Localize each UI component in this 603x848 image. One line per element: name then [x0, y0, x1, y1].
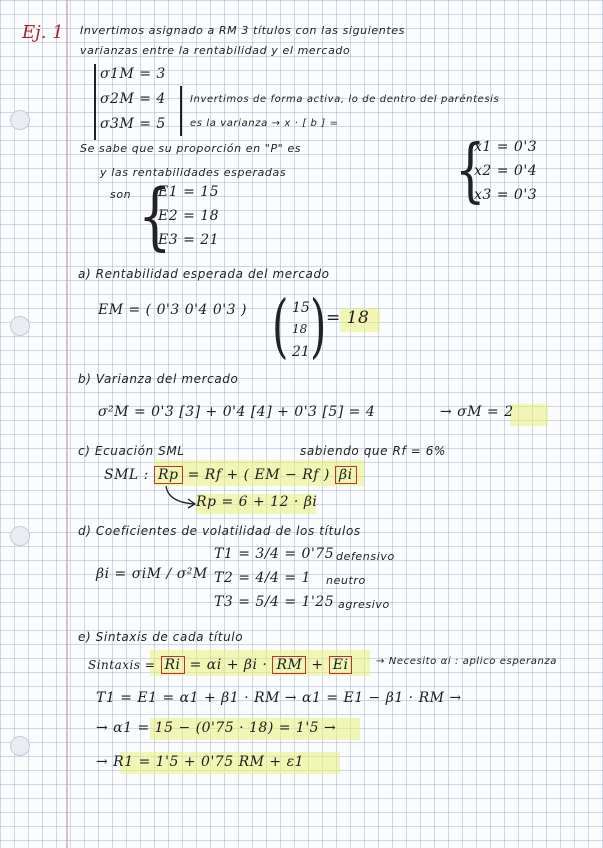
weights-intro: Se sabe que su proporción en "P" es [80, 142, 302, 155]
intro-line-1: Invertimos asignado a RM 3 títulos con las siguientes [80, 24, 405, 37]
margin-line [66, 0, 68, 848]
beta-t3-note: agresivo [338, 598, 390, 611]
market-sd-result: → σM = 2 [440, 404, 514, 420]
sml-arrow-icon [160, 484, 200, 510]
returns-intro: y las rentabilidades esperadas [100, 166, 287, 179]
beta-t3: T3 = 5/4 = 1'25 [214, 594, 335, 610]
rp-box: Rp [154, 466, 183, 484]
intro-line-2: varianzas entre la rentabilidad y el mercado [80, 44, 351, 57]
synthesis-label: Sintaxis = [88, 658, 156, 672]
synthesis-note: → Necesito αi : aplico esperanza [376, 656, 557, 667]
synthesis-middle: = αi + βi · [189, 657, 268, 673]
returns-label: son [110, 188, 132, 201]
section-d-heading: d) Coeficientes de volatilidad de los títulos [78, 524, 361, 538]
beta-t1-note: defensivo [336, 550, 395, 563]
sml-substituted: Rp = 6 + 12 · βi [196, 494, 318, 510]
sml-equation [104, 464, 357, 483]
market-return-result: = 18 [326, 308, 370, 328]
vector-open-paren: ( [272, 286, 289, 367]
synthesis-line-2: → α1 = 15 − (0'75 · 18) = 1'5 → [96, 720, 337, 736]
section-a-heading: a) Rentabilidad esperada del mercado [78, 267, 330, 281]
synthesis-line-3: → R1 = 1'5 + 0'75 RM + ε1 [96, 754, 305, 770]
cov-1: σ1M = 3 [100, 66, 166, 82]
synthesis-line-1: T1 = E1 = α1 + β1 · RM → α1 = E1 − β1 · RM → [96, 690, 462, 706]
cov-2: σ2M = 4 [100, 91, 166, 107]
return-e3: E3 = 21 [158, 232, 220, 248]
market-variance-eq: σ²M = 0'3 [3] + 0'4 [4] + 0'3 [5] = 4 [98, 404, 376, 420]
weight-x2: x2 = 0'4 [474, 163, 538, 179]
weight-x3: x3 = 0'3 [474, 187, 538, 203]
highlight [510, 404, 548, 426]
beta-t2: T2 = 4/4 = 1 [214, 570, 311, 586]
synthesis-plus: + [311, 657, 324, 673]
section-e-heading: e) Sintaxis de cada título [78, 630, 244, 644]
returns-brace: { [138, 174, 172, 259]
vector-close-paren: ) [310, 286, 327, 367]
weights-brace: { [455, 130, 486, 211]
return-e2: E2 = 18 [158, 208, 220, 224]
return-e1: E1 = 15 [158, 184, 220, 200]
section-b-heading: b) Varianza del mercado [78, 372, 239, 386]
ri-box: Ri [161, 656, 185, 674]
beta-t1: T1 = 3/4 = 0'75 [214, 546, 335, 562]
note-bar [180, 86, 182, 136]
binder-hole [10, 316, 30, 336]
binder-hole [10, 526, 30, 546]
cov-3: σ3M = 5 [100, 116, 166, 132]
beta-t2-note: neutro [326, 574, 366, 587]
binder-hole [10, 736, 30, 756]
section-c-heading: c) Ecuación SML [78, 444, 185, 458]
binder-hole [10, 110, 30, 130]
vector-value-2: 18 [292, 322, 308, 336]
weight-x1: x1 = 0'3 [474, 139, 538, 155]
cov-note-2: es la varianza → x · [ b ] = [190, 118, 339, 129]
cov-note-1: Invertimos de forma activa, lo de dentro del paréntesis [190, 94, 500, 105]
beta-formula: βi = σiM / σ²M [96, 566, 208, 582]
sml-label: SML : [104, 467, 149, 483]
synthesis-equation [88, 654, 352, 673]
section-c-note: sabiendo que Rf = 6% [300, 444, 447, 458]
rm-box: RM [272, 656, 306, 674]
vector-value-1: 15 [292, 300, 310, 316]
exercise-title: Ej. 1 [22, 22, 64, 43]
sml-middle: = Rf + ( EM − Rf ) [187, 467, 330, 483]
beta-box: βi [335, 466, 357, 484]
margin-bar [94, 64, 96, 140]
ei-box: Ei [329, 656, 353, 674]
market-return-row: EM = ( 0'3 0'4 0'3 ) [98, 302, 247, 318]
vector-value-3: 21 [292, 344, 310, 360]
